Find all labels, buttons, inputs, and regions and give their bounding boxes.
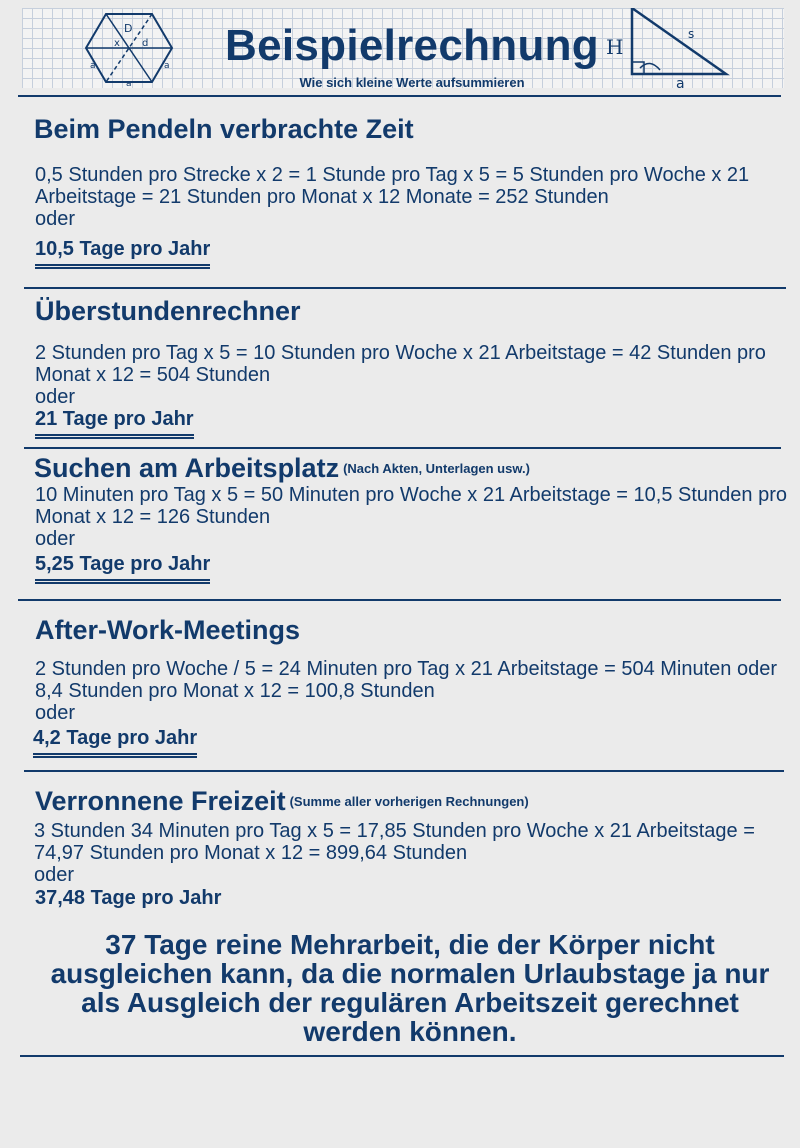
section-result-afterwork: 4,2 Tage pro Jahr	[33, 727, 197, 758]
section-title-commute: Beim Pendeln verbrachte Zeit	[34, 114, 414, 144]
section-body-commute: 0,5 Stunden pro Strecke x 2 = 1 Stunde pro Tag x 5 = 5 Stunden pro Woche x 21 Arbeitstage = 21 Stunden pro Monat x 12 Monate = 252 Stunden	[35, 164, 750, 208]
svg-text:d: d	[142, 38, 149, 49]
section-oder-overtime: oder	[35, 386, 76, 408]
svg-text:H: H	[606, 35, 624, 59]
section-body-overtime: 2 Stunden pro Tag x 5 = 10 Stunden pro Woche x 21 Arbeitstage = 42 Stunden pro Monat x 12 = 504 Stunden	[35, 342, 766, 386]
section-oder-searching: oder	[35, 528, 76, 550]
section-note-searching: (Nach Akten, Unterlagen usw.)	[343, 461, 530, 476]
section-title-searching	[34, 453, 530, 484]
svg-text:a: a	[164, 61, 170, 71]
svg-text:D: D	[124, 22, 133, 35]
section-title-overtime: Überstundenrechner	[35, 296, 301, 326]
svg-text:a: a	[676, 76, 685, 88]
section-oder-freetime: oder	[34, 864, 75, 886]
page-title: Beispielrechnung	[225, 21, 599, 70]
section-title-freetime-text: Verronnene Freizeit	[35, 786, 286, 816]
section-result-searching: 5,25 Tage pro Jahr	[35, 553, 210, 584]
divider	[20, 1055, 784, 1057]
section-result-commute: 10,5 Tage pro Jahr	[35, 238, 210, 269]
header-banner	[22, 8, 784, 88]
section-title-afterwork: After-Work-Meetings	[35, 615, 301, 645]
svg-text:x: x	[114, 38, 120, 49]
section-oder-afterwork: oder	[35, 702, 76, 724]
section-note-freetime: (Summe aller vorherigen Rechnungen)	[289, 794, 529, 809]
divider	[24, 770, 784, 772]
divider	[24, 447, 781, 449]
divider	[18, 95, 781, 97]
divider	[18, 599, 781, 601]
section-oder-commute: oder	[35, 208, 76, 230]
svg-text:a: a	[126, 79, 132, 86]
svg-text:a: a	[90, 61, 96, 71]
section-body-afterwork: 2 Stunden pro Woche / 5 = 24 Minuten pro Tag x 21 Arbeitstage = 504 Minuten oder 8,4 Stunden pro Monat x 12 = 100,8 Stunden	[35, 658, 777, 702]
section-title-searching-text: Suchen am Arbeitsplatz	[34, 453, 340, 483]
section-body-freetime: 3 Stunden 34 Minuten pro Tag x 5 = 17,85 Stunden pro Woche x 21 Arbeitstage = 74,97 Stunden pro Monat x 12 = 899,64 Stunden	[34, 820, 755, 864]
section-result-overtime: 21 Tage pro Jahr	[35, 408, 194, 439]
page-subtitle: Wie sich kleine Werte aufsummieren	[299, 75, 525, 90]
divider	[24, 287, 786, 289]
svg-text:s: s	[688, 27, 695, 41]
section-title-freetime	[35, 786, 529, 817]
conclusion-text: 37 Tage reine Mehrarbeit, die der Körper nicht ausgleichen kann, da die normalen Urlaubstage ja nur als Ausgleich der regulären Arbeitszeit gerechnet werden können.	[50, 929, 770, 1047]
section-result-freetime: 37,48 Tage pro Jahr	[35, 887, 222, 909]
section-body-searching: 10 Minuten pro Tag x 5 = 50 Minuten pro Woche x 21 Arbeitstage = 10,5 Stunden pro Monat x 12 = 126 Stunden	[35, 484, 787, 528]
